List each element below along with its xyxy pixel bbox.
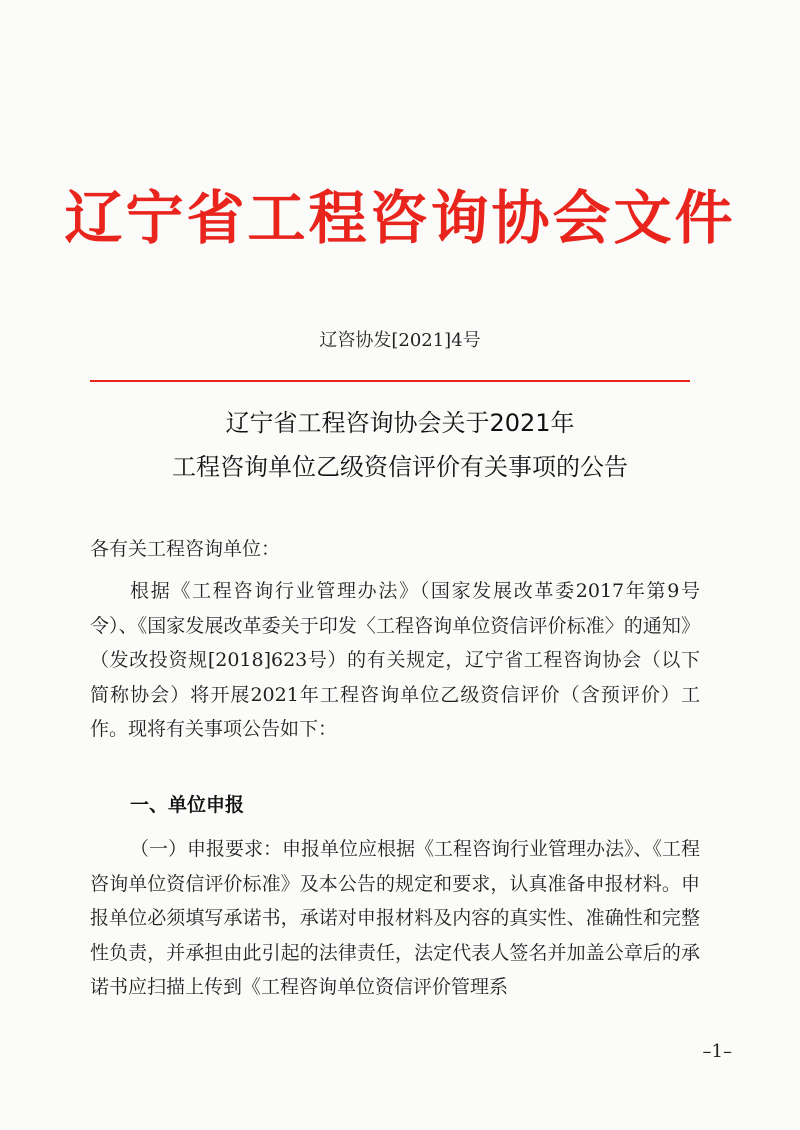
announcement-title-line-1: 辽宁省工程咨询协会关于2021年 (225, 409, 575, 437)
salutation: 各有关工程咨询单位： (90, 538, 281, 560)
red-divider-line (90, 380, 690, 382)
paragraph-intro: 根据《工程咨询行业管理办法》（国家发展改革委2017年第9号令）、《国家发展改革委关于印发〈工程咨询单位资信评价标准〉的通知》（发改投资规[2018]623号）的有关规定，辽宁省工程咨询协会（以下简称协会）将开展2021年工程咨询单位乙级资信评价（含预评价）工作。现将有关事项公告如下： (90, 580, 700, 740)
section-heading-unit-application: 一、单位申报 (130, 794, 245, 816)
org-document-header: 辽宁省工程咨询协会文件 (64, 184, 736, 252)
paragraph-application-requirements: （一）申报要求：申报单位应根据《工程咨询行业管理办法》、《工程咨询单位资信评价标准》及本公告的规定和要求，认真准备申报材料。申报单位必须填写承诺书，承诺对申报材料及内容的真实性、准确性和完整性负责，并承担由此引起的法律责任，法定代表人签名并加盖公章后的承诺书应扫描上传到《工程咨询单位资信评价管理系 (90, 838, 701, 998)
document-number: 辽咨协发[2021]4号 (319, 330, 481, 351)
page-number: –1– (702, 1041, 732, 1062)
announcement-title-line-2: 工程咨询单位乙级资信评价有关事项的公告 (172, 453, 628, 481)
